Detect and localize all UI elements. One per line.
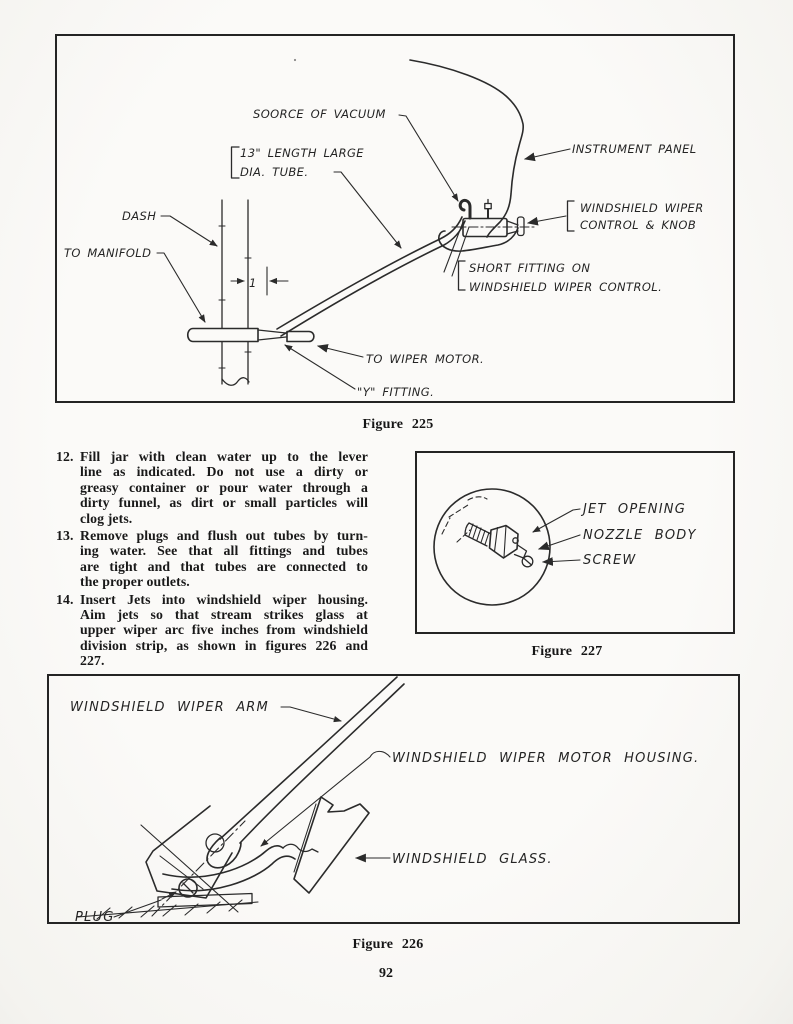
jet-opening-leader: [533, 509, 580, 532]
instruction-line: Insert Jets into windshield wiper housing.: [80, 591, 368, 607]
figure-225-caption: Figure 225: [362, 417, 434, 432]
short-fitting-label-line2: WINDSHIELD WIPER CONTROL.: [469, 280, 663, 294]
instruction-line: 227.: [80, 653, 105, 669]
wiper-arm-label: WINDSHIELD WIPER ARM: [70, 700, 269, 715]
scan-speck: [294, 59, 296, 61]
instruction-item-14: [56, 592, 368, 669]
motor-housing-label: WINDSHIELD WIPER MOTOR HOUSING.: [392, 751, 700, 766]
motor-housing-leader: [261, 751, 390, 846]
wiper-arm-leader: [281, 707, 341, 721]
instruction-item-12: [56, 449, 368, 526]
motor-housing-lower-curve: [172, 856, 295, 890]
tube-length-label-line2: DIA. TUBE.: [240, 165, 309, 179]
instrument-panel-leader: [525, 149, 570, 159]
tube-label-bracket: [232, 147, 240, 178]
instruction-line: Fill jar with clean water up to the lever: [80, 449, 368, 464]
instruction-line: greasy container or pour water through a: [80, 479, 368, 495]
instruction-list: [56, 449, 368, 671]
short-fitting-cap: [485, 204, 491, 209]
screw-label: SCREW: [583, 553, 637, 568]
screw-slot: [524, 558, 532, 565]
instrument-panel-label: INSTRUMENT PANEL: [572, 142, 697, 156]
short-fitting-bracket: [459, 261, 466, 290]
instruction-line: Remove plugs and flush out tubes by turn-: [80, 528, 368, 544]
to-manifold-label: TO MANIFOLD: [64, 246, 152, 260]
item-number: 13.: [56, 528, 74, 544]
detail-circle: [434, 489, 550, 605]
dimension-label: 1: [249, 276, 257, 290]
vacuum-tube-lower: [281, 221, 465, 336]
instruction-line: dirty funnel, as dirt or small particles will: [80, 495, 368, 511]
source-of-vacuum-label: SOORCE OF VACUUM: [253, 107, 386, 121]
tube-length-label-line1: 13" LENGTH LARGE: [240, 146, 364, 160]
figure-226-caption: Figure 226: [352, 937, 424, 952]
dash-label: DASH: [122, 209, 157, 223]
instruction-line: Aim jets so that stream strikes glass at: [80, 607, 368, 623]
nozzle-body-label: NOZZLE BODY: [583, 528, 697, 543]
page-number: 92: [379, 966, 393, 981]
figure-227-caption: Figure 227: [531, 644, 603, 659]
instruction-line: line as indicated. Do not use a dirty or: [80, 464, 368, 480]
nozzle-stem: [465, 523, 491, 546]
instruction-line: clog jets.: [80, 510, 133, 526]
tube-label-leader: [334, 172, 401, 248]
instruction-item-13: [56, 528, 368, 590]
to-wiper-motor-label: TO WIPER MOTOR.: [366, 352, 485, 366]
nozzle-body-leader: [539, 535, 580, 549]
windshield-glass-slab: [294, 797, 369, 893]
vacuum-tube-upper: [277, 217, 462, 329]
wiper-motor-tube: [287, 332, 314, 342]
wiper-control-label-line1: WINDSHIELD WIPER: [580, 201, 704, 215]
instruction-line: division strip, as shown in figures 226 and: [80, 637, 368, 653]
instruction-line: ing water. See that all fittings and tubes: [80, 543, 368, 559]
figure-226-drawing: [70, 677, 699, 925]
screw-axis-centerline: [152, 821, 245, 916]
windshield-glass-label: WINDSHIELD GLASS.: [392, 852, 553, 867]
figure-225-drawing: [64, 59, 704, 399]
short-fitting-label-line1: SHORT FITTING ON: [469, 261, 591, 275]
instruction-line: the proper outlets.: [80, 574, 190, 590]
item-number: 12.: [56, 449, 74, 464]
source-of-vacuum-leader: [399, 115, 458, 201]
control-knob: [518, 217, 525, 236]
control-leader: [528, 216, 566, 223]
item-number: 14.: [56, 591, 74, 607]
y-fitting-leader: [285, 345, 355, 389]
plug-label: PLUG: [75, 910, 115, 925]
wiper-motor-leader: [318, 346, 363, 357]
plug-screw-slot: [183, 883, 193, 893]
mounting-bracket: [146, 806, 232, 898]
y-fitting-label: "Y" FITTING.: [357, 385, 435, 399]
glass-inner-edge: [294, 804, 316, 872]
control-label-bracket: [568, 201, 575, 231]
wiper-control-label-line2: CONTROL & KNOB: [580, 218, 697, 232]
instruction-line: are tight and that tubes are connected to: [80, 558, 368, 574]
nozzle-tip: [515, 545, 527, 558]
dash-panel-ticks: [219, 226, 251, 368]
vacuum-hook-fitting: [460, 200, 470, 218]
manifold-leader: [157, 253, 205, 322]
instruction-line: upper wiper arc five inches from windshield: [80, 622, 368, 638]
figure-227-drawing: [434, 489, 697, 605]
dash-leader: [161, 216, 217, 246]
dash-panel-base-squiggle: [222, 378, 249, 386]
manifold-tube: [188, 329, 258, 342]
cowl-outline: [410, 60, 523, 237]
jet-opening-label: JET OPENING: [583, 502, 686, 517]
